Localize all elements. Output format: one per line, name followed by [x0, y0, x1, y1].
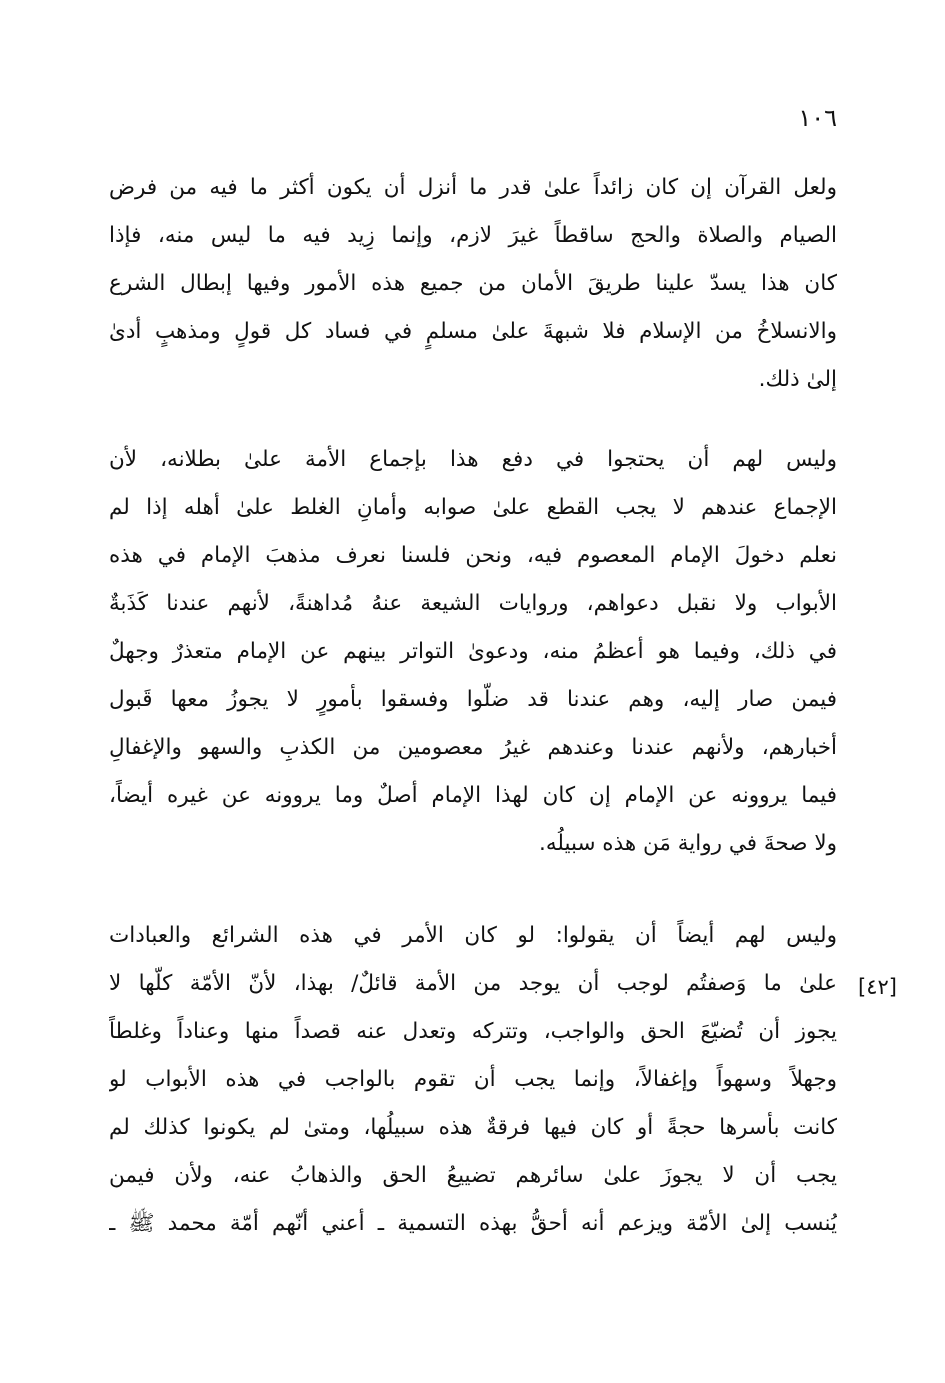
page-number: ١٠٦ — [798, 104, 837, 132]
text-line: في ذلك، وفيما هو أعظمُ منه، ودعوىٰ التواتر بينهم عن الإمام متعذرٌ وجهلٌ — [109, 639, 837, 664]
margin-reference-number: [٤٢] — [858, 975, 897, 999]
text-line: نعلم دخولَ الإمام المعصوم فيه، ونحن فلسنا نعرف مذهبَ الإمام في هذه — [109, 543, 837, 568]
paragraph-2 — [109, 436, 837, 868]
text-line: علىٰ ما وَصفتُم لوجب أن يوجد من الأمة قائلٌ/ بهذا، لأنّ الأمّة كلّها لا — [109, 971, 837, 996]
text-line: يجوز أن تُضيّعَ الحق والواجب، وتتركه وتعدل عنه قصداً منها وعناداً وغلطاً — [109, 1019, 837, 1044]
text-line: ولا صحةَ في رواية مَن هذه سبيلُه. — [539, 831, 837, 856]
text-line: الصيام والصلاة والحج ساقطاً غيرَ لازم، وإنما زِيد فيه ما ليس منه، فإذا — [109, 223, 837, 248]
paragraph-1 — [109, 164, 837, 404]
text-line: أخبارهم، ولأنهم عندنا وعندهم غيرُ معصومين من الكذبِ والسهو والإغفالِ — [109, 735, 837, 760]
text-line: إلىٰ ذلك. — [758, 367, 837, 392]
text-line: فيمن صار إليه، وهم عندنا قد ضلّوا وفسقوا بأمورٍ لا يجوزُ معها قَبول — [109, 687, 837, 712]
text-line: وليس لهم أيضاً أن يقولوا: لو كان الأمر في هذه الشرائع والعبادات — [109, 923, 837, 948]
text-line: الأبواب ولا نقبل دعواهم، وروايات الشيعة عنهُ مُداهنةً، لأنهم عندنا كَذَبةٌ — [109, 591, 837, 616]
text-line: وجهلاً وسهواً وإغفالاً، وإنما يجب أن تقوم بالواجب في هذه الأبواب لو — [109, 1067, 837, 1092]
text-line: والانسلاخُ من الإسلام فلا شبهةَ علىٰ مسلمٍ في فساد كل قولٍ ومذهبٍ أدىٰ — [109, 319, 837, 344]
text-line: الإجماع عندهم لا يجب القطع علىٰ صوابه وأمانِ الغلط علىٰ أهله إذا لم — [109, 495, 837, 520]
text-line: وليس لهم أن يحتجوا في دفع هذا بإجماع الأمة علىٰ بطلانه، لأن — [109, 447, 837, 472]
text-line: يجب أن لا يجوزَ علىٰ سائرهم تضييعُ الحق والذهابُ عنه، ولأن فيمن — [109, 1163, 837, 1188]
text-line: يُنسب إلىٰ الأمّة ويزعم أنه أحقُّ بهذه التسمية ـ أعني أنّهم أمّة محمد ﷺ ـ — [109, 1211, 837, 1236]
text-line: كانت بأسرها حجةً أو كان فيها فرقةٌ هذه سبيلُها، ومتىٰ لم يكونوا كذلك لم — [109, 1115, 837, 1140]
text-line: كان هذا يسدّ علينا طريقَ الأمان من جميع هذه الأمور وفيها إبطال الشرع — [109, 271, 837, 296]
paragraph-3 — [109, 912, 837, 1248]
text-line: ولعل القرآن إن كان زائداً علىٰ قدر ما أنزل أن يكون أكثر ما فيه من فرض — [109, 175, 837, 200]
text-line: فيما يروونه عن الإمام إن كان لهذا الإمام أصلٌ وما يروونه عن غيره أيضاً، — [109, 783, 837, 808]
